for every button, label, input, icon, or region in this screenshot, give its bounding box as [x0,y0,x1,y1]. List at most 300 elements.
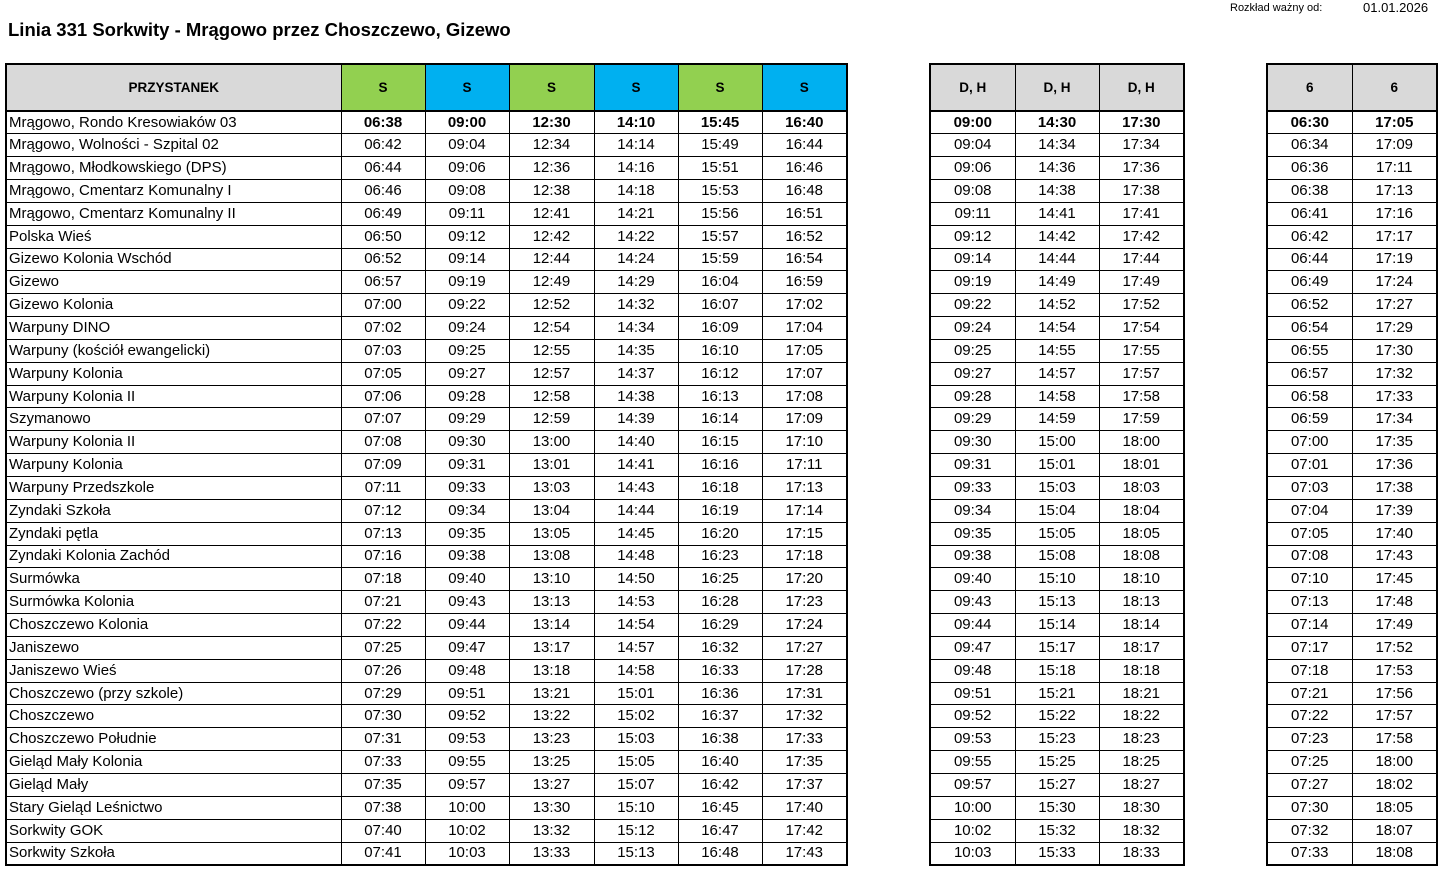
time-cell: 09:34 [425,499,509,522]
stop-name-cell: Mrągowo, Rondo Kresowiaków 03 [6,111,341,134]
time-cell: 07:18 [1267,659,1352,682]
time-cell: 18:08 [1352,842,1437,865]
time-cell: 14:39 [594,408,678,431]
time-cell: 17:17 [1352,225,1437,248]
table-row [1267,362,1437,385]
stop-name-cell: Mrągowo, Wolności - Szpital 02 [6,134,341,157]
time-cell: 17:19 [1352,248,1437,271]
time-cell: 17:14 [762,499,847,522]
time-cell: 18:02 [1352,773,1437,796]
table-row [1267,591,1437,614]
time-cell: 09:08 [930,180,1015,203]
time-cell: 07:03 [341,339,425,362]
time-cell: 09:22 [930,294,1015,317]
time-cell: 15:33 [1015,842,1099,865]
timetable-body [1267,111,1437,865]
time-cell: 15:02 [594,705,678,728]
time-cell: 16:14 [678,408,762,431]
column-header-s: S [678,64,762,111]
time-cell: 15:03 [594,728,678,751]
stop-name-cell: Warpuny Kolonia II [6,431,341,454]
table-row [1267,248,1437,271]
time-cell: 12:38 [509,180,594,203]
time-cell: 17:33 [762,728,847,751]
time-cell: 18:05 [1099,522,1184,545]
time-cell: 17:42 [762,819,847,842]
table-row [930,842,1184,865]
time-cell: 16:19 [678,499,762,522]
table-row [930,614,1184,637]
time-cell: 18:00 [1099,431,1184,454]
table-row [930,202,1184,225]
time-cell: 13:22 [509,705,594,728]
stop-name-cell: Warpuny Kolonia II [6,385,341,408]
stop-name-cell: Warpuny Kolonia [6,362,341,385]
table-row [1267,477,1437,500]
time-cell: 14:16 [594,157,678,180]
time-cell: 06:57 [341,271,425,294]
time-cell: 07:08 [1267,545,1352,568]
table-row [6,202,847,225]
time-cell: 14:44 [1015,248,1099,271]
time-cell: 10:02 [425,819,509,842]
time-cell: 17:57 [1352,705,1437,728]
header-row [6,64,847,111]
time-cell: 06:54 [1267,317,1352,340]
table-row [1267,294,1437,317]
time-cell: 07:21 [1267,682,1352,705]
table-row [6,499,847,522]
time-cell: 06:38 [341,111,425,134]
stop-name-cell: Sorkwity GOK [6,819,341,842]
time-cell: 06:59 [1267,408,1352,431]
time-cell: 17:36 [1099,157,1184,180]
time-cell: 18:08 [1099,545,1184,568]
time-cell: 13:33 [509,842,594,865]
table-row [6,796,847,819]
time-cell: 09:33 [930,477,1015,500]
stop-name-cell: Sorkwity Szkoła [6,842,341,865]
time-cell: 09:14 [930,248,1015,271]
time-cell: 13:30 [509,796,594,819]
stop-name-cell: Warpuny (kościół ewangelicki) [6,339,341,362]
table-row [1267,271,1437,294]
time-cell: 16:32 [678,636,762,659]
time-cell: 10:00 [425,796,509,819]
time-cell: 07:05 [341,362,425,385]
column-header-s: S [341,64,425,111]
table-row [1267,773,1437,796]
time-cell: 12:52 [509,294,594,317]
time-cell: 09:28 [930,385,1015,408]
time-cell: 09:53 [930,728,1015,751]
time-cell: 15:07 [594,773,678,796]
table-row [1267,499,1437,522]
time-cell: 12:44 [509,248,594,271]
table-row [1267,614,1437,637]
table-row [1267,545,1437,568]
time-cell: 09:04 [930,134,1015,157]
time-cell: 07:01 [1267,454,1352,477]
time-cell: 15:30 [1015,796,1099,819]
time-cell: 14:34 [594,317,678,340]
stop-name-cell: Mrągowo, Młodkowskiego (DPS) [6,157,341,180]
time-cell: 18:22 [1099,705,1184,728]
time-cell: 17:58 [1352,728,1437,751]
stop-name-cell: Polska Wieś [6,225,341,248]
time-cell: 09:43 [425,591,509,614]
time-cell: 17:48 [1352,591,1437,614]
time-cell: 06:50 [341,225,425,248]
table-row [930,294,1184,317]
stop-name-cell: Gieląd Mały [6,773,341,796]
time-cell: 18:13 [1099,591,1184,614]
time-cell: 17:37 [762,773,847,796]
table-row [6,659,847,682]
table-row [1267,819,1437,842]
time-cell: 14:14 [594,134,678,157]
time-cell: 17:31 [762,682,847,705]
time-cell: 17:39 [1352,499,1437,522]
table-row [6,636,847,659]
table-row [930,522,1184,545]
time-cell: 18:05 [1352,796,1437,819]
table-row [1267,157,1437,180]
time-cell: 17:16 [1352,202,1437,225]
time-cell: 14:54 [1015,317,1099,340]
table-row [6,568,847,591]
time-cell: 07:09 [341,454,425,477]
time-cell: 09:22 [425,294,509,317]
time-cell: 17:54 [1099,317,1184,340]
table-row [930,819,1184,842]
time-cell: 17:35 [762,751,847,774]
time-cell: 13:04 [509,499,594,522]
time-cell: 17:56 [1352,682,1437,705]
time-cell: 14:58 [1015,385,1099,408]
time-cell: 17:32 [762,705,847,728]
table-row [1267,225,1437,248]
time-cell: 12:41 [509,202,594,225]
time-cell: 17:42 [1099,225,1184,248]
time-cell: 16:59 [762,271,847,294]
time-cell: 07:33 [1267,842,1352,865]
time-cell: 17:07 [762,362,847,385]
time-cell: 13:17 [509,636,594,659]
time-cell: 18:01 [1099,454,1184,477]
table-row [930,499,1184,522]
table-row [6,134,847,157]
column-header-dh: D, H [1015,64,1099,111]
time-cell: 16:09 [678,317,762,340]
time-cell: 17:13 [1352,180,1437,203]
time-cell: 07:02 [341,317,425,340]
time-cell: 17:34 [1099,134,1184,157]
time-cell: 06:42 [1267,225,1352,248]
header-row [1267,64,1437,111]
time-cell: 17:29 [1352,317,1437,340]
table-row [6,248,847,271]
table-row [1267,636,1437,659]
time-cell: 07:12 [341,499,425,522]
table-row [930,317,1184,340]
table-row [930,659,1184,682]
time-cell: 16:36 [678,682,762,705]
time-cell: 18:21 [1099,682,1184,705]
time-cell: 16:18 [678,477,762,500]
time-cell: 17:24 [1352,271,1437,294]
valid-from-date: 01.01.2026 [1363,0,1429,15]
time-cell: 06:55 [1267,339,1352,362]
table-row [6,225,847,248]
time-cell: 13:23 [509,728,594,751]
time-cell: 14:41 [1015,202,1099,225]
time-cell: 14:40 [594,431,678,454]
time-cell: 12:30 [509,111,594,134]
time-cell: 13:21 [509,682,594,705]
time-cell: 18:25 [1099,751,1184,774]
time-cell: 07:00 [341,294,425,317]
time-cell: 07:16 [341,545,425,568]
time-cell: 09:11 [930,202,1015,225]
time-cell: 17:36 [1352,454,1437,477]
time-cell: 09:06 [930,157,1015,180]
table-row [6,339,847,362]
time-cell: 18:27 [1099,773,1184,796]
time-cell: 14:41 [594,454,678,477]
time-cell: 18:03 [1099,477,1184,500]
table-row [6,111,847,134]
time-cell: 17:38 [1099,180,1184,203]
table-row [1267,317,1437,340]
time-cell: 07:10 [1267,568,1352,591]
time-cell: 14:55 [1015,339,1099,362]
stop-name-cell: Zyndaki Szkoła [6,499,341,522]
time-cell: 15:18 [1015,659,1099,682]
stop-name-cell: Mrągowo, Cmentarz Komunalny I [6,180,341,203]
time-cell: 18:32 [1099,819,1184,842]
time-cell: 07:33 [341,751,425,774]
table-row [1267,408,1437,431]
time-cell: 17:41 [1099,202,1184,225]
time-cell: 17:49 [1352,614,1437,637]
time-cell: 07:27 [1267,773,1352,796]
time-cell: 17:09 [1352,134,1437,157]
time-cell: 16:48 [762,180,847,203]
table-row [930,431,1184,454]
time-cell: 14:48 [594,545,678,568]
time-cell: 09:24 [425,317,509,340]
time-cell: 16:37 [678,705,762,728]
table-row [6,728,847,751]
time-cell: 07:06 [341,385,425,408]
time-cell: 17:55 [1099,339,1184,362]
time-cell: 15:01 [1015,454,1099,477]
timetable-saturdays [1266,63,1438,866]
time-cell: 09:55 [930,751,1015,774]
table-row [6,705,847,728]
stop-name-cell: Surmówka [6,568,341,591]
table-row [6,591,847,614]
table-row [1267,682,1437,705]
table-row [930,362,1184,385]
table-row [930,773,1184,796]
time-cell: 15:04 [1015,499,1099,522]
time-cell: 07:14 [1267,614,1352,637]
time-cell: 09:44 [425,614,509,637]
time-cell: 09:38 [425,545,509,568]
time-cell: 09:27 [425,362,509,385]
table-row [1267,111,1437,134]
table-row [6,522,847,545]
table-row [930,339,1184,362]
table-row [1267,751,1437,774]
time-cell: 15:59 [678,248,762,271]
table-row [6,773,847,796]
column-header-dh: D, H [930,64,1015,111]
time-cell: 13:13 [509,591,594,614]
table-row [930,157,1184,180]
table-row [6,477,847,500]
time-cell: 15:56 [678,202,762,225]
time-cell: 09:47 [930,636,1015,659]
time-cell: 17:10 [762,431,847,454]
time-cell: 15:08 [1015,545,1099,568]
time-cell: 07:31 [341,728,425,751]
table-row [1267,842,1437,865]
time-cell: 15:10 [594,796,678,819]
stop-name-cell: Szymanowo [6,408,341,431]
table-row [930,408,1184,431]
time-cell: 18:23 [1099,728,1184,751]
table-row [930,385,1184,408]
column-header-6: 6 [1352,64,1437,111]
time-cell: 14:45 [594,522,678,545]
table-row [930,477,1184,500]
time-cell: 15:00 [1015,431,1099,454]
time-cell: 18:00 [1352,751,1437,774]
stop-name-cell: Warpuny Przedszkole [6,477,341,500]
time-cell: 07:21 [341,591,425,614]
time-cell: 15:51 [678,157,762,180]
time-cell: 16:54 [762,248,847,271]
table-row [6,682,847,705]
time-cell: 09:48 [930,659,1015,682]
time-cell: 09:47 [425,636,509,659]
time-cell: 09:52 [425,705,509,728]
header-row [930,64,1184,111]
stop-name-cell: Surmówka Kolonia [6,591,341,614]
page-title: Linia 331 Sorkwity - Mrągowo przez Choszczewo, Gizewo [8,19,511,40]
stop-name-cell: Janiszewo Wieś [6,659,341,682]
time-cell: 06:49 [1267,271,1352,294]
time-cell: 09:12 [930,225,1015,248]
time-cell: 15:25 [1015,751,1099,774]
time-cell: 16:48 [678,842,762,865]
stop-name-cell: Warpuny DINO [6,317,341,340]
table-row [1267,385,1437,408]
time-cell: 17:27 [1352,294,1437,317]
time-cell: 17:35 [1352,431,1437,454]
stop-name-cell: Gizewo Kolonia Wschód [6,248,341,271]
time-cell: 14:50 [594,568,678,591]
time-cell: 18:04 [1099,499,1184,522]
column-header-s: S [594,64,678,111]
time-cell: 16:07 [678,294,762,317]
time-cell: 14:42 [1015,225,1099,248]
time-cell: 06:46 [341,180,425,203]
table-row [930,568,1184,591]
time-cell: 07:05 [1267,522,1352,545]
time-cell: 14:54 [594,614,678,637]
time-cell: 09:25 [425,339,509,362]
time-cell: 16:29 [678,614,762,637]
time-cell: 14:57 [594,636,678,659]
time-cell: 15:45 [678,111,762,134]
time-cell: 07:29 [341,682,425,705]
column-header-dh: D, H [1099,64,1184,111]
time-cell: 09:29 [425,408,509,431]
time-cell: 12:57 [509,362,594,385]
time-cell: 09:19 [930,271,1015,294]
table-row [1267,705,1437,728]
time-cell: 07:23 [1267,728,1352,751]
table-row [6,751,847,774]
time-cell: 09:33 [425,477,509,500]
time-cell: 17:08 [762,385,847,408]
time-cell: 09:24 [930,317,1015,340]
time-cell: 09:48 [425,659,509,682]
time-cell: 10:03 [930,842,1015,865]
time-cell: 10:02 [930,819,1015,842]
time-cell: 17:45 [1352,568,1437,591]
time-cell: 12:54 [509,317,594,340]
time-cell: 09:08 [425,180,509,203]
table-row [930,796,1184,819]
table-row [6,362,847,385]
table-row [6,271,847,294]
stop-name-cell: Zyndaki Kolonia Zachód [6,545,341,568]
time-cell: 09:25 [930,339,1015,362]
time-cell: 09:30 [425,431,509,454]
time-cell: 15:13 [1015,591,1099,614]
time-cell: 09:11 [425,202,509,225]
time-cell: 09:35 [930,522,1015,545]
time-cell: 12:58 [509,385,594,408]
time-cell: 06:57 [1267,362,1352,385]
time-cell: 14:57 [1015,362,1099,385]
table-row [930,728,1184,751]
time-cell: 07:11 [341,477,425,500]
time-cell: 18:17 [1099,636,1184,659]
time-cell: 09:55 [425,751,509,774]
time-cell: 14:30 [1015,111,1099,134]
time-cell: 13:32 [509,819,594,842]
time-cell: 17:05 [1352,111,1437,134]
time-cell: 14:52 [1015,294,1099,317]
table-row [6,180,847,203]
time-cell: 17:20 [762,568,847,591]
time-cell: 06:42 [341,134,425,157]
time-cell: 17:44 [1099,248,1184,271]
time-cell: 07:13 [1267,591,1352,614]
time-cell: 07:07 [341,408,425,431]
time-cell: 09:00 [425,111,509,134]
time-cell: 14:22 [594,225,678,248]
table-row [6,408,847,431]
time-cell: 09:34 [930,499,1015,522]
time-cell: 13:25 [509,751,594,774]
